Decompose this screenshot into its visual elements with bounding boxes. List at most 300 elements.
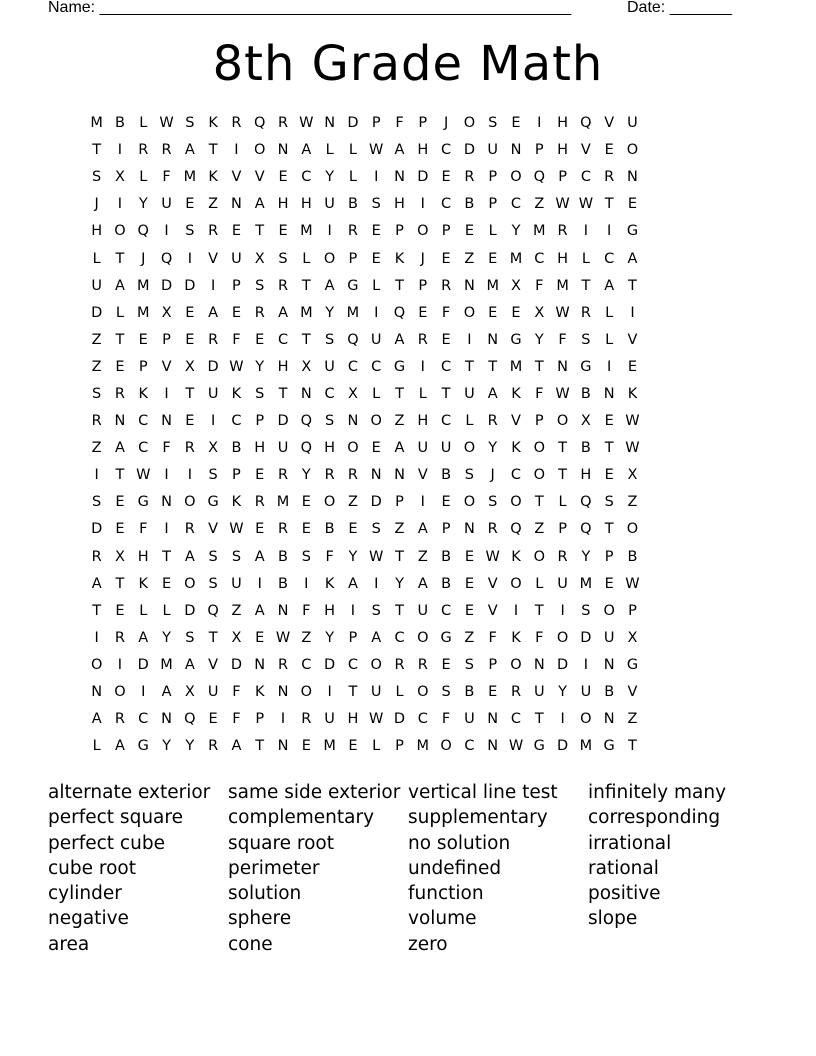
grid-letter[interactable]: P (441, 223, 451, 240)
grid-letter[interactable]: L (372, 738, 381, 755)
grid-letter[interactable]: U (231, 250, 242, 267)
grid-letter[interactable]: D (580, 629, 592, 646)
grid-letter[interactable]: I (467, 331, 472, 348)
grid-letter[interactable]: P (371, 115, 381, 132)
grid-letter[interactable]: D (370, 494, 382, 511)
grid-letter[interactable]: E (255, 331, 265, 348)
grid-letter[interactable]: I (117, 656, 123, 673)
grid-letter[interactable]: C (441, 196, 452, 213)
grid-letter[interactable]: Y (301, 467, 311, 484)
grid-letter[interactable]: E (511, 304, 521, 321)
grid-letter[interactable]: M (323, 738, 336, 755)
grid-letter[interactable]: D (277, 413, 289, 430)
grid-letter[interactable]: E (115, 494, 125, 511)
grid-letter[interactable]: I (94, 467, 99, 484)
grid-letter[interactable]: F (232, 711, 241, 728)
grid-letter[interactable]: V (417, 467, 428, 484)
grid-letter[interactable]: O (533, 440, 545, 457)
grid-letter[interactable]: G (510, 331, 522, 348)
grid-letter[interactable]: O (580, 711, 592, 728)
grid-letter[interactable]: U (417, 440, 429, 457)
grid-letter[interactable]: T (534, 494, 544, 511)
grid-letter[interactable]: Y (581, 548, 591, 565)
grid-letter[interactable]: G (137, 494, 149, 511)
grid-letter[interactable]: N (510, 142, 522, 159)
grid-letter[interactable]: K (208, 115, 218, 132)
grid-letter[interactable]: E (255, 521, 265, 538)
grid-letter[interactable]: D (207, 358, 219, 375)
grid-letter[interactable]: I (607, 358, 612, 375)
grid-letter[interactable]: E (348, 738, 358, 755)
grid-letter[interactable]: A (417, 521, 428, 538)
grid-letter[interactable]: I (374, 169, 379, 186)
grid-letter[interactable]: P (162, 331, 171, 348)
grid-letter[interactable]: E (418, 304, 428, 321)
grid-letter[interactable]: K (231, 385, 242, 402)
grid-letter[interactable]: K (324, 575, 335, 592)
grid-letter[interactable]: I (327, 684, 332, 701)
grid-letter[interactable]: E (115, 602, 125, 619)
grid-letter[interactable]: N (487, 331, 499, 348)
grid-letter[interactable]: C (441, 358, 452, 375)
grid-letter[interactable]: P (255, 711, 265, 728)
grid-letter[interactable]: A (254, 196, 265, 213)
grid-letter[interactable]: N (254, 656, 266, 673)
grid-letter[interactable]: Y (325, 169, 335, 186)
grid-letter[interactable]: U (603, 629, 615, 646)
grid-letter[interactable]: Z (301, 629, 312, 646)
grid-letter[interactable]: T (534, 358, 544, 375)
grid-letter[interactable]: O (510, 169, 522, 186)
grid-letter[interactable]: A (184, 548, 195, 565)
grid-letter[interactable]: G (626, 223, 639, 240)
grid-letter[interactable]: C (464, 738, 475, 755)
grid-letter[interactable]: Q (160, 250, 173, 267)
grid-letter[interactable]: N (277, 602, 289, 619)
grid-letter[interactable]: Z (231, 602, 242, 619)
grid-letter[interactable]: O (114, 223, 126, 240)
grid-letter[interactable]: B (231, 440, 242, 457)
grid-letter[interactable]: I (141, 684, 146, 701)
grid-letter[interactable]: R (347, 223, 358, 240)
grid-letter[interactable]: H (557, 142, 569, 159)
grid-letter[interactable]: S (488, 115, 498, 132)
grid-letter[interactable]: R (91, 413, 102, 430)
grid-letter[interactable]: W (369, 142, 384, 159)
grid-letter[interactable]: D (184, 277, 196, 294)
grid-letter[interactable]: M (160, 656, 173, 673)
grid-letter[interactable]: N (277, 738, 289, 755)
grid-letter[interactable]: Y (162, 738, 171, 755)
grid-letter[interactable]: I (234, 142, 239, 159)
grid-letter[interactable]: R (114, 629, 125, 646)
grid-letter[interactable]: J (94, 196, 99, 213)
grid-letter[interactable]: T (558, 440, 568, 457)
grid-letter[interactable]: N (394, 467, 405, 484)
grid-letter[interactable]: C (138, 413, 149, 430)
grid-letter[interactable]: A (394, 142, 405, 159)
grid-letter[interactable]: B (114, 115, 125, 132)
grid-letter[interactable]: E (115, 358, 125, 375)
grid-letter[interactable]: P (604, 548, 614, 565)
grid-letter[interactable]: W (625, 413, 640, 430)
grid-letter[interactable]: G (440, 629, 452, 646)
grid-letter[interactable]: C (580, 169, 591, 186)
grid-letter[interactable]: H (277, 196, 289, 213)
grid-letter[interactable]: O (417, 684, 429, 701)
grid-letter[interactable]: E (604, 575, 614, 592)
grid-letter[interactable]: S (255, 385, 265, 402)
grid-letter[interactable]: L (325, 142, 334, 159)
grid-letter[interactable]: L (139, 169, 148, 186)
grid-letter[interactable]: T (185, 385, 195, 402)
grid-letter[interactable]: M (136, 277, 150, 294)
grid-letter[interactable]: I (420, 196, 425, 213)
grid-letter[interactable]: P (534, 142, 544, 159)
grid-letter[interactable]: B (441, 575, 452, 592)
grid-letter[interactable]: W (369, 548, 384, 565)
grid-letter[interactable]: P (395, 738, 404, 755)
grid-letter[interactable]: L (605, 331, 614, 348)
grid-letter[interactable]: Z (91, 440, 102, 457)
grid-letter[interactable]: V (627, 684, 638, 701)
grid-letter[interactable]: F (232, 684, 241, 701)
grid-letter[interactable]: V (208, 250, 219, 267)
grid-letter[interactable]: D (91, 304, 103, 321)
grid-letter[interactable]: O (440, 738, 452, 755)
grid-letter[interactable]: E (301, 494, 311, 511)
grid-letter[interactable]: N (114, 413, 126, 430)
grid-letter[interactable]: N (487, 738, 499, 755)
grid-letter[interactable]: N (231, 196, 242, 213)
grid-letter[interactable]: T (558, 467, 568, 484)
grid-letter[interactable]: H (91, 223, 103, 240)
grid-letter[interactable]: H (137, 548, 149, 565)
grid-letter[interactable]: S (231, 548, 242, 565)
grid-letter[interactable]: U (580, 684, 592, 701)
grid-letter[interactable]: L (605, 304, 614, 321)
grid-letter[interactable]: O (184, 575, 196, 592)
grid-letter[interactable]: R (114, 385, 125, 402)
grid-letter[interactable]: L (348, 142, 357, 159)
grid-letter[interactable]: L (465, 413, 474, 430)
grid-letter[interactable]: X (627, 629, 638, 646)
grid-letter[interactable]: C (138, 711, 149, 728)
grid-letter[interactable]: N (603, 385, 615, 402)
grid-letter[interactable]: O (533, 548, 545, 565)
grid-letter[interactable]: D (160, 277, 173, 294)
grid-letter[interactable]: M (509, 358, 523, 375)
grid-letter[interactable]: I (117, 142, 123, 159)
grid-letter[interactable]: I (420, 494, 425, 511)
grid-letter[interactable]: V (487, 575, 498, 592)
grid-letter[interactable]: G (347, 277, 359, 294)
grid-letter[interactable]: E (464, 575, 474, 592)
grid-letter[interactable]: I (164, 521, 169, 538)
grid-letter[interactable]: N (277, 142, 289, 159)
grid-letter[interactable]: D (417, 169, 429, 186)
grid-letter[interactable]: R (324, 467, 335, 484)
grid-letter[interactable]: I (350, 602, 356, 619)
grid-letter[interactable]: O (510, 575, 522, 592)
grid-letter[interactable]: E (604, 142, 614, 159)
grid-letter[interactable]: W (136, 467, 151, 484)
grid-letter[interactable]: F (441, 711, 451, 728)
grid-letter[interactable]: O (463, 494, 476, 511)
grid-letter[interactable]: T (301, 331, 311, 348)
grid-letter[interactable]: P (441, 521, 451, 538)
grid-letter[interactable]: N (557, 358, 569, 375)
grid-letter[interactable]: E (278, 223, 288, 240)
grid-letter[interactable]: U (370, 331, 382, 348)
grid-letter[interactable]: H (347, 711, 359, 728)
grid-letter[interactable]: E (441, 250, 451, 267)
grid-letter[interactable]: S (441, 684, 451, 701)
grid-letter[interactable]: Q (580, 521, 592, 538)
grid-letter[interactable]: R (114, 711, 125, 728)
grid-letter[interactable]: N (533, 656, 545, 673)
grid-letter[interactable]: A (184, 656, 195, 673)
grid-letter[interactable]: A (91, 575, 102, 592)
date-field[interactable]: Date: _______ (627, 0, 732, 16)
grid-letter[interactable]: E (185, 331, 195, 348)
grid-letter[interactable]: S (301, 548, 311, 565)
grid-letter[interactable]: K (254, 684, 265, 701)
grid-letter[interactable]: N (394, 169, 405, 186)
grid-letter[interactable]: T (92, 142, 102, 159)
grid-letter[interactable]: U (627, 115, 638, 132)
grid-letter[interactable]: C (301, 656, 312, 673)
grid-letter[interactable]: I (304, 575, 309, 592)
grid-letter[interactable]: C (510, 711, 522, 728)
grid-letter[interactable]: V (208, 656, 219, 673)
grid-letter[interactable]: T (208, 629, 218, 646)
grid-letter[interactable]: R (510, 684, 522, 701)
grid-letter[interactable]: C (534, 250, 545, 267)
grid-letter[interactable]: R (161, 142, 172, 159)
grid-letter[interactable]: S (325, 413, 335, 430)
grid-letter[interactable]: P (534, 413, 544, 430)
grid-letter[interactable]: U (277, 440, 289, 457)
grid-letter[interactable]: S (325, 331, 335, 348)
grid-letter[interactable]: C (231, 413, 242, 430)
grid-letter[interactable]: E (115, 521, 125, 538)
grid-letter[interactable]: T (115, 331, 125, 348)
grid-letter[interactable]: X (580, 413, 591, 430)
grid-letter[interactable]: T (162, 548, 171, 565)
grid-letter[interactable]: N (347, 413, 359, 430)
grid-letter[interactable]: B (580, 385, 591, 402)
grid-letter[interactable]: Z (627, 494, 638, 511)
grid-letter[interactable]: S (208, 467, 218, 484)
grid-letter[interactable]: I (257, 575, 262, 592)
grid-letter[interactable]: A (254, 602, 265, 619)
grid-letter[interactable]: E (464, 223, 474, 240)
grid-letter[interactable]: Q (580, 115, 592, 132)
grid-letter[interactable]: L (558, 494, 567, 511)
grid-letter[interactable]: O (533, 467, 545, 484)
grid-letter[interactable]: A (278, 304, 288, 321)
grid-letter[interactable]: T (534, 711, 544, 728)
grid-letter[interactable]: M (90, 115, 103, 132)
grid-letter[interactable]: Q (580, 494, 592, 511)
grid-letter[interactable]: R (184, 521, 195, 538)
grid-letter[interactable]: K (394, 250, 405, 267)
grid-letter[interactable]: Q (254, 115, 266, 132)
grid-letter[interactable]: A (324, 277, 335, 294)
grid-letter[interactable]: W (299, 115, 314, 132)
grid-letter[interactable]: K (138, 385, 148, 402)
grid-letter[interactable]: C (510, 196, 522, 213)
grid-letter[interactable]: L (581, 250, 590, 267)
grid-letter[interactable]: I (420, 358, 425, 375)
grid-letter[interactable]: W (555, 385, 570, 402)
grid-letter[interactable]: H (394, 196, 405, 213)
grid-letter[interactable]: N (277, 684, 289, 701)
grid-letter[interactable]: U (370, 684, 382, 701)
grid-letter[interactable]: A (208, 304, 219, 321)
grid-letter[interactable]: J (443, 115, 449, 132)
grid-letter[interactable]: E (208, 711, 218, 728)
grid-letter[interactable]: K (231, 494, 242, 511)
grid-letter[interactable]: Z (394, 521, 405, 538)
grid-letter[interactable]: Q (393, 304, 406, 321)
grid-letter[interactable]: D (184, 602, 196, 619)
grid-letter[interactable]: T (115, 575, 125, 592)
grid-letter[interactable]: E (301, 521, 311, 538)
grid-letter[interactable]: H (300, 196, 312, 213)
grid-letter[interactable]: M (533, 223, 546, 240)
grid-letter[interactable]: B (580, 440, 591, 457)
grid-letter[interactable]: S (255, 277, 265, 294)
grid-letter[interactable]: I (117, 196, 123, 213)
grid-letter[interactable]: F (325, 548, 334, 565)
grid-letter[interactable]: C (441, 142, 452, 159)
grid-letter[interactable]: B (278, 575, 288, 592)
grid-letter[interactable]: Q (300, 440, 313, 457)
grid-letter[interactable]: T (208, 142, 218, 159)
grid-letter[interactable]: Y (138, 196, 148, 213)
grid-letter[interactable]: I (164, 223, 169, 240)
grid-letter[interactable]: T (604, 521, 614, 538)
grid-letter[interactable]: Z (91, 331, 102, 348)
grid-letter[interactable]: E (441, 494, 451, 511)
grid-letter[interactable]: T (278, 385, 288, 402)
grid-letter[interactable]: M (136, 304, 150, 321)
grid-letter[interactable]: N (324, 115, 336, 132)
grid-letter[interactable]: S (185, 629, 195, 646)
grid-letter[interactable]: R (464, 169, 475, 186)
grid-letter[interactable]: R (277, 115, 289, 132)
grid-letter[interactable]: X (534, 304, 545, 321)
grid-letter[interactable]: Q (510, 521, 522, 538)
grid-letter[interactable]: U (464, 385, 475, 402)
grid-letter[interactable]: E (604, 467, 614, 484)
grid-letter[interactable]: I (374, 575, 379, 592)
grid-letter[interactable]: M (276, 494, 290, 511)
grid-letter[interactable]: Z (464, 250, 475, 267)
grid-letter[interactable]: A (114, 277, 125, 294)
grid-letter[interactable]: I (583, 223, 589, 240)
grid-letter[interactable]: I (210, 277, 216, 294)
grid-letter[interactable]: R (417, 331, 428, 348)
grid-letter[interactable]: W (229, 358, 244, 375)
grid-letter[interactable]: R (277, 656, 289, 673)
grid-letter[interactable]: S (488, 494, 498, 511)
grid-letter[interactable]: F (139, 521, 148, 538)
grid-letter[interactable]: B (347, 196, 358, 213)
grid-letter[interactable]: A (114, 440, 125, 457)
grid-letter[interactable]: P (418, 115, 428, 132)
grid-letter[interactable]: S (581, 602, 591, 619)
grid-letter[interactable]: T (441, 385, 451, 402)
grid-letter[interactable]: Y (255, 358, 265, 375)
grid-letter[interactable]: R (301, 711, 312, 728)
grid-letter[interactable]: Z (394, 413, 405, 430)
grid-letter[interactable]: A (254, 548, 265, 565)
grid-letter[interactable]: T (628, 738, 637, 755)
grid-letter[interactable]: S (464, 467, 474, 484)
grid-letter[interactable]: O (556, 629, 569, 646)
grid-letter[interactable]: D (557, 738, 569, 755)
grid-letter[interactable]: E (371, 223, 381, 240)
grid-letter[interactable]: D (557, 656, 569, 673)
grid-letter[interactable]: U (91, 277, 102, 294)
grid-letter[interactable]: A (604, 277, 615, 294)
grid-letter[interactable]: C (301, 169, 312, 186)
grid-letter[interactable]: R (254, 494, 265, 511)
grid-letter[interactable]: U (417, 602, 429, 619)
grid-letter[interactable]: S (208, 548, 218, 565)
grid-letter[interactable]: N (161, 413, 172, 430)
grid-letter[interactable]: Y (325, 304, 335, 321)
grid-letter[interactable]: Y (534, 331, 544, 348)
grid-letter[interactable]: E (441, 331, 451, 348)
grid-letter[interactable]: E (511, 115, 521, 132)
grid-letter[interactable]: R (208, 738, 219, 755)
grid-letter[interactable]: Y (395, 575, 404, 592)
grid-letter[interactable]: R (91, 548, 102, 565)
grid-letter[interactable]: P (558, 521, 567, 538)
grid-letter[interactable]: D (463, 142, 475, 159)
grid-letter[interactable]: Q (184, 711, 196, 728)
grid-letter[interactable]: E (231, 304, 242, 321)
grid-letter[interactable]: L (115, 304, 124, 321)
grid-letter[interactable]: O (323, 494, 336, 511)
grid-letter[interactable]: E (255, 467, 265, 484)
grid-letter[interactable]: I (537, 115, 542, 132)
grid-letter[interactable]: X (161, 304, 172, 321)
grid-letter[interactable]: I (164, 467, 169, 484)
grid-letter[interactable]: H (580, 467, 592, 484)
grid-letter[interactable]: I (94, 629, 99, 646)
grid-letter[interactable]: T (395, 385, 404, 402)
grid-letter[interactable]: C (441, 602, 452, 619)
grid-letter[interactable]: C (510, 467, 522, 484)
grid-letter[interactable]: L (92, 250, 101, 267)
grid-letter[interactable]: M (416, 738, 430, 755)
grid-letter[interactable]: W (625, 440, 640, 457)
grid-letter[interactable]: S (464, 656, 474, 673)
grid-letter[interactable]: P (395, 223, 404, 240)
grid-letter[interactable]: D (393, 711, 406, 728)
grid-letter[interactable]: P (348, 629, 358, 646)
grid-letter[interactable]: R (394, 656, 405, 673)
grid-letter[interactable]: A (301, 142, 312, 159)
grid-letter[interactable]: J (490, 467, 495, 484)
grid-letter[interactable]: E (348, 521, 358, 538)
grid-letter[interactable]: I (187, 467, 192, 484)
